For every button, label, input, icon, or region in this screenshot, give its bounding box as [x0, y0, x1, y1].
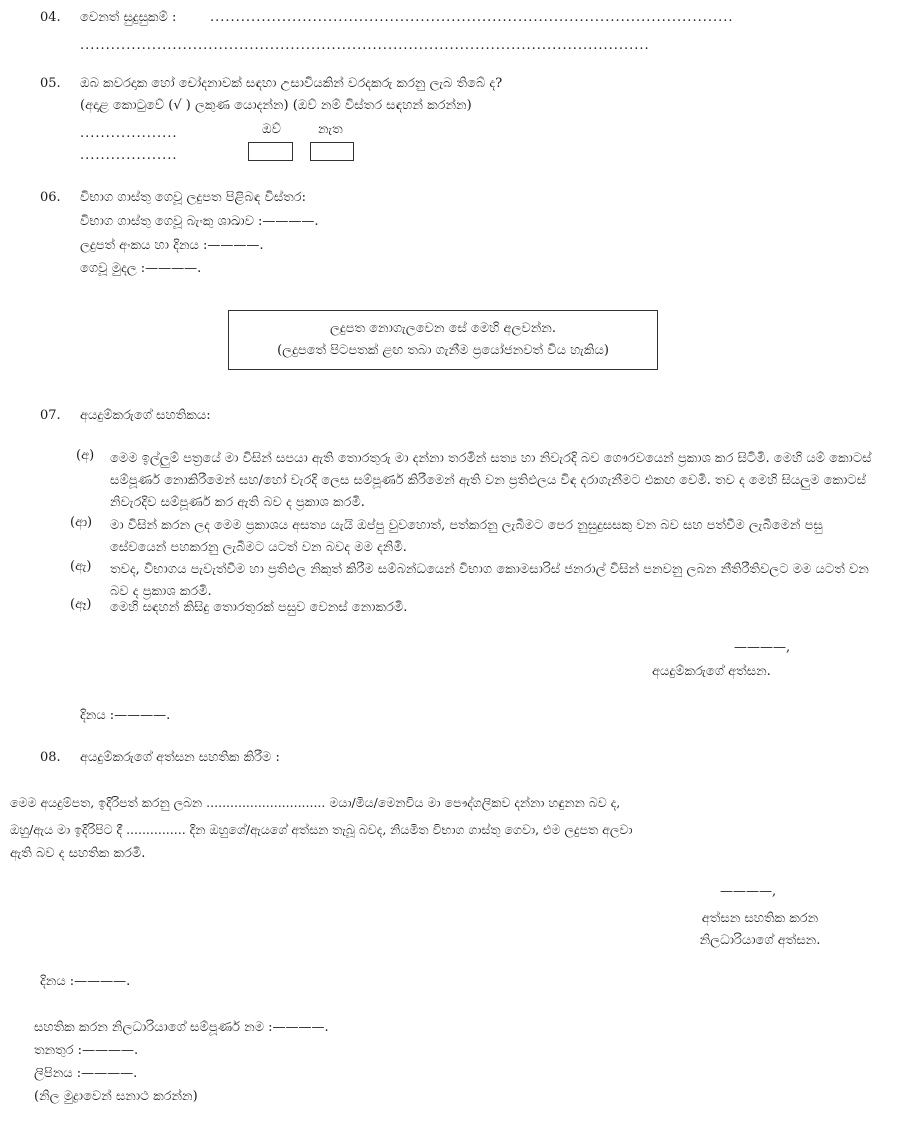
other-qualifications-label: වෙනත් සුදුසුකම් :: [80, 10, 177, 25]
applicant-date-field[interactable]: දිනය :————.: [80, 708, 171, 723]
signature-certification-title: අයදුම්කරුගේ අත්සන සහතික කිරීම :: [80, 750, 280, 765]
applicant-signature-label: අයදුම්කරුගේ අත්සන.: [652, 664, 771, 679]
officer-signature-line[interactable]: ————,: [720, 884, 777, 899]
officer-full-name-field[interactable]: සහතික කරන නිලධාරියාගේ සම්පූර්ණ නම :————.: [34, 1020, 329, 1035]
section-06-number: 06.: [40, 190, 61, 205]
official-seal-note: (නිල මුද්‍රාවෙන් සනාථ කරන්න): [34, 1089, 198, 1104]
conviction-details-field-1[interactable]: ...................: [80, 126, 178, 141]
officer-signature-label-line-1: අත්සන සහතික කරන: [701, 911, 819, 926]
no-checkbox[interactable]: [310, 142, 354, 161]
declaration-item-label: (අ): [76, 448, 95, 463]
officer-signature-label: [660, 908, 860, 952]
declaration-item-label: (ඇ): [70, 559, 92, 574]
receipt-paste-box: [228, 310, 658, 370]
conviction-question: ඔබ කවරදාක හෝ චෝදනාවක් සඳහා උසාවියකින් වරදකරු කරනු ලැබ තිබේ ද?: [80, 76, 503, 91]
certification-paragraph-line-1: මෙම අයදුම්පත, ඉදිරිපත් කරනු ලබන .............................. මයා/මිය/මෙනවිය මා පෞද්ගලිකව දන්නා හඳුනන බව ද,: [10, 795, 621, 810]
certification-paragraph-line-2: ඔහු/ඇය මා ඉදිරිපිට දී ............... දින ඔහුගේ/ඇයගේ අත්සන තැබූ බවද, නියමිත විභාග ගාස්තු ගෙවා, එම ලදුපත අලවා: [10, 822, 633, 837]
yes-label: ඔව්: [262, 122, 281, 137]
conviction-instruction: (අදාළ කොටුවේ (√ ) ලකුණ යොදන්න) (ඔව් නම් විස්තර සඳහන් කරන්න): [80, 98, 472, 113]
section-05-number: 05.: [40, 76, 61, 91]
other-qualifications-field-2[interactable]: ...............................................................................................................: [80, 38, 650, 53]
section-07-number: 07.: [40, 408, 61, 423]
applicant-signature-line[interactable]: ————,: [734, 640, 791, 655]
fee-receipt-title: විභාග ගාස්තු ගෙවූ ලදුපත පිළිබඳ විස්තර:: [80, 190, 306, 205]
applicant-declaration-title: අයදුම්කරුගේ සහතිකය:: [80, 408, 211, 423]
bank-branch-field[interactable]: විභාග ගාස්තු ගෙවූ බැංකු ශාඛාව :————.: [80, 214, 319, 229]
other-qualifications-field-1[interactable]: ......................................................................................................: [210, 10, 734, 25]
section-08-number: 08.: [40, 750, 61, 765]
certification-paragraph-line-3: ඇති බව ද සහතික කරමි.: [10, 846, 146, 861]
declaration-item-text: මා විසින් කරන ලද මෙම ප්‍රකාශය අසත්‍ය යැයි ඔප්පු වුවහොත්, පත්කරනු ලැබීමට පෙර නුසුදුසසකු වන බව සහ පත්වීම ලැබීමෙන් පසු සේවයෙන් පහකරනු ලැබීමට යටත් වන බවද මම දනිමි.: [110, 518, 823, 555]
declaration-item-text: තවද, විභාගය පැවැත්වීම හා ප්‍රතිඵල නිකුත් කිරීම සම්බන්ධයෙන් විභාග කොමසාරිස් ජනරාල් විසින් පනවනු ලබන නීතිරීතිවලට මම යටත් වන බව ද ප්‍රකාශ කරමි.: [110, 562, 869, 599]
yes-checkbox[interactable]: [248, 142, 293, 161]
declaration-item-text: මෙහි සඳහන් කිසිදු තොරතුරක් පසුව වෙනස් නොකරමි.: [110, 600, 408, 615]
no-label: නැත: [318, 122, 343, 137]
amount-paid-field[interactable]: ගෙවූ මුදල :————.: [80, 261, 202, 276]
officer-position-field[interactable]: තනතුර :————.: [34, 1043, 139, 1058]
declaration-item-text: මෙම ඉල්ලුම් පත්‍රයේ මා විසින් සපයා ඇති තොරතුරු මා දන්නා තරමින් සත්‍ය හා නිවැරදි බව ගෞරවයෙන් ප්‍රකාශ කර සිටිමි. මෙහි යම් කොටස් සම්පූර්ණ නොකිරීමෙන් සහ/හෝ වැරදි ලෙස සම්පූර්ණ කිරීමෙන් ඇති වන ප්‍රතිඵලය විඳ දරාගැනීමට එකඟ වෙමි. තව ද මෙහි සියලුම කොටස් නිවැරදිව සම්පූර්ණ කර ඇති බව ද ප්‍රකාශ කරමි.: [110, 451, 872, 510]
receipt-copy-note: (ලදුපතේ පිටපතක් ළඟ තබා ගැනීම ප්‍රයෝජනවත් විය හැකිය): [277, 343, 609, 358]
receipt-paste-instruction: ලදුපත නොගැලවෙන සේ මෙහි අලවන්න.: [329, 321, 556, 336]
conviction-details-field-2[interactable]: ...................: [80, 148, 178, 163]
officer-signature-label-line-2: නිලධාරියාගේ අත්සන.: [699, 933, 821, 948]
receipt-number-date-field[interactable]: ලදුපත් අංකය හා දිනය :————.: [80, 238, 264, 253]
officer-address-field[interactable]: ලිපිනය :————.: [34, 1066, 138, 1081]
officer-date-field[interactable]: දිනය :————.: [40, 974, 131, 989]
declaration-item-label: (ආ): [70, 515, 93, 530]
section-04-number: 04.: [40, 10, 61, 25]
declaration-item-label: (ඈ): [70, 597, 92, 612]
